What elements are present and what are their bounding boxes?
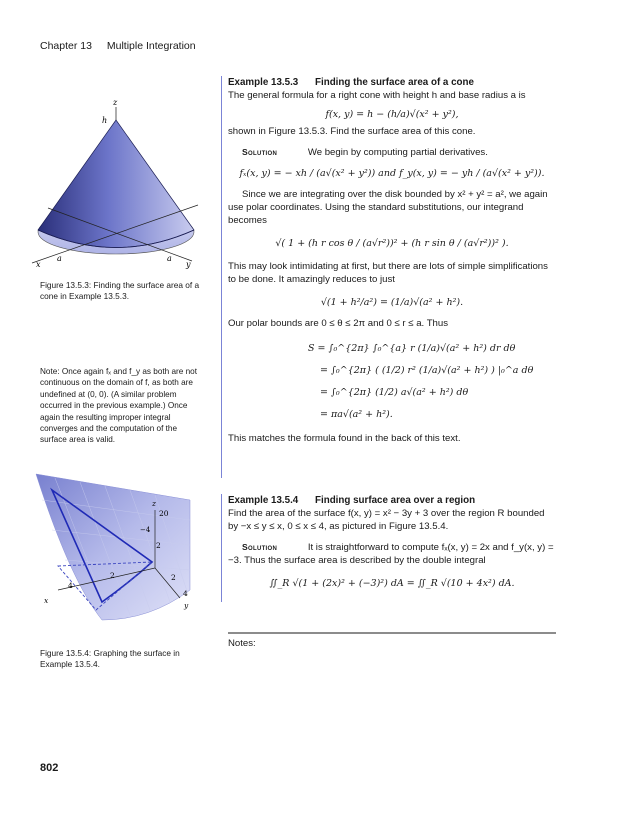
equation-S-line4: = πa√(a² + h²). [320,409,393,420]
fig2-tick-minus4: −4 [140,526,151,534]
equation-partials: fₓ(x, y) = − xh / (a√(x² + y²)) and f_y(x, y) = − yh / (a√(x² + y²)). [239,168,545,179]
chapter-title: Multiple Integration [106,40,196,52]
example-13-5-4-bar [221,494,222,602]
fig1-h-label: h [102,116,108,125]
equation-cone: f(x, y) = h − (h/a)√(x² + y²), [325,109,459,120]
example-intro: Find the area of the surface f(x, y) = x² − 3y + 3 over the region R bounded by −x ≤ y ≤ x, 0 ≤ x ≤ 4, as pictured in Figure 13.5.4. [228,508,545,532]
example-title: Finding surface area over a region [315,495,476,506]
equation-S-line3: = ∫₀^{2π} (1/2) a√(a² + h²) dθ [320,387,469,398]
surface-figure [30,470,200,630]
chapter-number: Chapter 13 [40,40,92,52]
fig1-z-label: z [113,98,118,107]
fig2-tick-2-y: 2 [171,573,176,582]
fig2-y-label: y [184,601,189,610]
margin-note: Note: Once again fₓ and f_y as both are not continuous on the domain of f, as both are undefined at (0, 0). (A similar problem occurred in the previous example.) Once again the resulting improper integral converges and the computation of the surface area is valid. [40,367,197,445]
fig2-tick-2-z: 2 [156,541,161,550]
example-intro: The general formula for a right cone with height h and base radius a is [228,90,526,101]
fig1-a-label-right: a [167,254,172,263]
solution-text: It is straightforward to compute fₓ(x, y) = 2x and f_y(x, y) = −3. Thus the surface area is described by the double integral [228,542,554,566]
page-number: 802 [40,762,59,774]
polar-paragraph: Since we are integrating over the disk bounded by x² + y² = a², we again use polar coordinates. Using the standard substitutions, our integrand becomes [228,189,548,226]
simplify-paragraph: This may look intimidating at first, but there are lots of simple simplifications to be done. It amazingly reduces to just [228,261,548,285]
after-formula-text: shown in Figure 13.5.3. Find the surface area of this cone. [228,126,476,137]
example-title: Finding the surface area of a cone [315,77,474,88]
cone-surface [38,120,194,248]
example-number: Example 13.5.4 [228,495,299,506]
fig2-tick-20: 20 [159,509,169,518]
fig1-x-label: x [36,260,41,269]
notes-label: Notes: [228,638,256,649]
example-13-5-4 [228,494,556,590]
notes-divider [228,632,556,634]
fig1-y-label: y [186,260,191,269]
fig2-tick-2-x: 2 [110,571,115,580]
fig2-tick-4-y: 4 [183,589,188,598]
solution-label: Solution [242,147,278,157]
example-number: Example 13.5.3 [228,77,299,88]
equation-S-line2: = ∫₀^{2π} ( (1/2) r² (1/a)√(a² + h²) ) |₀^a dθ [320,365,534,376]
fig2-z-label: z [152,499,156,508]
fig2-tick-4-x: 4 [68,581,73,590]
equation-reduced: √(1 + h²/a²) = (1/a)√(a² + h²). [320,297,464,308]
equation-S-line1: S = ∫₀^{2π} ∫₀^{a} r (1/a)√(a² + h²) dr dθ [308,343,516,354]
figure-13-5-3-caption: Figure 13.5.3: Finding the surface area of a cone in Example 13.5.3. [40,280,200,302]
figure-13-5-4-caption: Figure 13.5.4: Graphing the surface in Example 13.5.4. [40,648,180,670]
fig2-x-label: x [44,596,49,605]
example-13-5-3-bar [221,76,222,478]
fig1-a-label-left: a [57,254,62,263]
example-13-5-3 [228,76,556,445]
bounds-paragraph: Our polar bounds are 0 ≤ θ ≤ 2π and 0 ≤ r ≤ a. Thus [228,318,449,329]
solution-label: Solution [242,542,278,552]
running-header [40,40,208,52]
solution-text: We begin by computing partial derivatives. [307,147,488,158]
equation-integrand: √( 1 + (h r cos θ / (a√r²))² + (h r sin θ / (a√r²))² ). [275,238,509,249]
equation-double-integral: ∬_R √(1 + (2x)² + (−3)²) dA = ∬_R √(10 + 4x²) dA. [269,578,515,589]
conclusion-text: This matches the formula found in the back of this text. [228,433,461,444]
cone-figure [30,95,200,275]
